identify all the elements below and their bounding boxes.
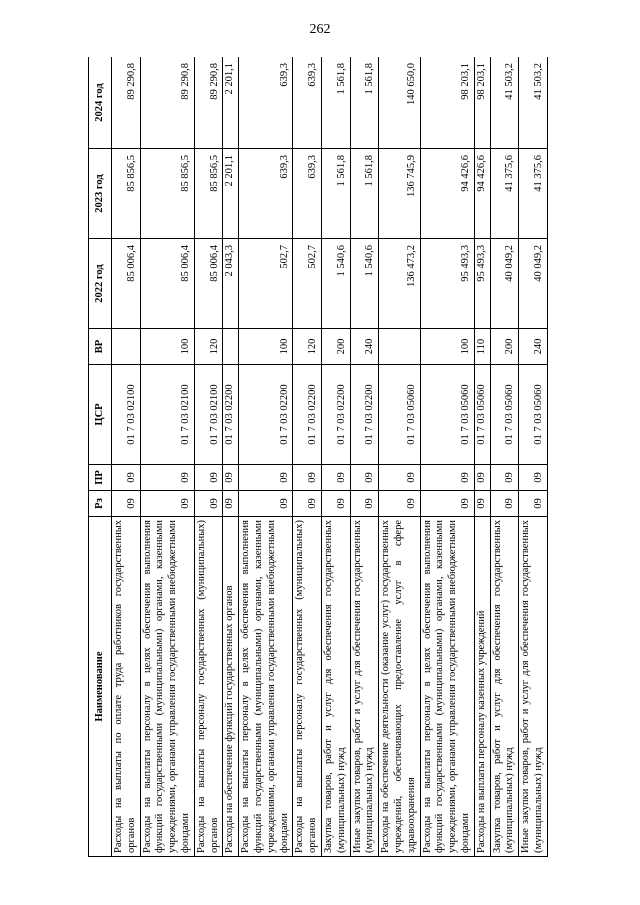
cell-vr: 100 — [420, 329, 474, 365]
cell-vr: 200 — [490, 329, 519, 365]
cell-csr: 01 7 03 05060 — [519, 365, 548, 465]
cell-2023: 639,3 — [293, 149, 322, 239]
cell-vr: 240 — [350, 329, 379, 365]
cell-2022: 95 493,3 — [474, 239, 490, 329]
cell-2023: 94 426,6 — [474, 149, 490, 239]
header-pr: ПР — [89, 465, 112, 491]
header-2024: 2024 год — [89, 57, 112, 149]
cell-name: Иные закупки товаров, работ и услуг для обеспечения государственных (муниципальных) нужд — [519, 517, 548, 857]
rotated-table-frame — [88, 57, 563, 857]
cell-name: Расходы на выплаты персоналу государственных (муниципальных) органов — [293, 517, 322, 857]
table-container — [88, 57, 563, 857]
cell-rz: 09 — [474, 491, 490, 517]
cell-csr: 01 7 03 02200 — [293, 365, 322, 465]
header-2022: 2022 год — [89, 239, 112, 329]
cell-name: Расходы на выплаты персоналу в целях обеспечения выполнения функций государственными (муниципальными) органами, казенными учреждениями, органами управления государственными внебюджетными фондами — [140, 517, 194, 857]
table-row — [350, 57, 379, 857]
cell-name: Расходы на выплаты персоналу казенных учреждений — [474, 517, 490, 857]
table-header-row — [89, 57, 112, 857]
table-row — [223, 57, 239, 857]
cell-pr: 09 — [239, 465, 293, 491]
cell-pr: 09 — [321, 465, 350, 491]
cell-rz: 09 — [239, 491, 293, 517]
cell-name: Расходы на выплаты по оплате труда работников государственных органов — [112, 517, 141, 857]
cell-2023: 136 745,9 — [379, 149, 420, 239]
cell-csr: 01 7 03 02100 — [140, 365, 194, 465]
cell-name: Расходы на выплаты персоналу в целях обеспечения выполнения функций государственными (муниципальными) органами, казенными учреждениями, органами управления государственными внебюджетными фондами — [239, 517, 293, 857]
cell-csr: 01 7 03 02100 — [112, 365, 141, 465]
table-row — [474, 57, 490, 857]
cell-pr: 09 — [420, 465, 474, 491]
cell-vr: 100 — [239, 329, 293, 365]
cell-2023: 85 856,5 — [112, 149, 141, 239]
cell-2023: 41 375,6 — [490, 149, 519, 239]
cell-vr: 100 — [140, 329, 194, 365]
cell-2022: 40 049,2 — [519, 239, 548, 329]
cell-rz: 09 — [519, 491, 548, 517]
cell-2023: 1 561,8 — [321, 149, 350, 239]
cell-2023: 1 561,8 — [350, 149, 379, 239]
cell-2023: 85 856,5 — [140, 149, 194, 239]
table-row — [420, 57, 474, 857]
cell-csr: 01 7 03 05060 — [490, 365, 519, 465]
cell-name: Расходы на обеспечение функций государственных органов — [223, 517, 239, 857]
cell-pr: 09 — [293, 465, 322, 491]
cell-rz: 09 — [112, 491, 141, 517]
cell-pr: 09 — [474, 465, 490, 491]
cell-2024: 1 561,8 — [350, 57, 379, 149]
table-row — [490, 57, 519, 857]
table-row — [293, 57, 322, 857]
cell-pr: 09 — [490, 465, 519, 491]
cell-2024: 98 203,1 — [474, 57, 490, 149]
cell-pr: 09 — [223, 465, 239, 491]
table-row — [112, 57, 141, 857]
cell-2024: 89 290,8 — [194, 57, 223, 149]
cell-vr: 120 — [194, 329, 223, 365]
cell-csr: 01 7 03 05060 — [420, 365, 474, 465]
cell-name: Расходы на выплаты персоналу государственных (муниципальных) органов — [194, 517, 223, 857]
cell-csr: 01 7 03 02200 — [321, 365, 350, 465]
cell-2022: 502,7 — [293, 239, 322, 329]
cell-rz: 09 — [293, 491, 322, 517]
cell-vr — [112, 329, 141, 365]
cell-csr: 01 7 03 02200 — [223, 365, 239, 465]
cell-2022: 2 043,3 — [223, 239, 239, 329]
cell-pr: 09 — [140, 465, 194, 491]
cell-2022: 95 493,3 — [420, 239, 474, 329]
cell-name: Закупка товаров, работ и услуг для обеспечения государственных (муниципальных) нужд — [321, 517, 350, 857]
cell-2022: 85 006,4 — [194, 239, 223, 329]
table-row — [321, 57, 350, 857]
table-row — [140, 57, 194, 857]
cell-rz: 09 — [140, 491, 194, 517]
cell-2024: 89 290,8 — [140, 57, 194, 149]
cell-vr: 110 — [474, 329, 490, 365]
cell-pr: 09 — [379, 465, 420, 491]
cell-2022: 40 049,2 — [490, 239, 519, 329]
page-number: 262 — [309, 22, 331, 37]
cell-2023: 639,3 — [239, 149, 293, 239]
cell-rz: 09 — [379, 491, 420, 517]
cell-rz: 09 — [420, 491, 474, 517]
table-body — [112, 57, 548, 857]
cell-2024: 41 503,2 — [490, 57, 519, 149]
cell-2022: 502,7 — [239, 239, 293, 329]
header-rz: Рз — [89, 491, 112, 517]
header-2023: 2023 год — [89, 149, 112, 239]
cell-2023: 94 426,6 — [420, 149, 474, 239]
cell-rz: 09 — [490, 491, 519, 517]
cell-2023: 2 201,1 — [223, 149, 239, 239]
cell-csr: 01 7 03 05060 — [474, 365, 490, 465]
cell-rz: 09 — [350, 491, 379, 517]
cell-2024: 98 203,1 — [420, 57, 474, 149]
cell-vr — [379, 329, 420, 365]
cell-vr: 240 — [519, 329, 548, 365]
cell-2024: 639,3 — [293, 57, 322, 149]
cell-name: Иные закупки товаров, работ и услуг для обеспечения государственных (муниципальных) нужд — [350, 517, 379, 857]
cell-2022: 136 473,2 — [379, 239, 420, 329]
cell-2022: 85 006,4 — [112, 239, 141, 329]
cell-rz: 09 — [321, 491, 350, 517]
table-row — [239, 57, 293, 857]
cell-2022: 1 540,6 — [350, 239, 379, 329]
cell-name: Расходы на обеспечение деятельности (оказание услуг) государственных учреждений, обеспечивающих предоставление услуг в сфере здравоохранения — [379, 517, 420, 857]
cell-csr: 01 7 03 02100 — [194, 365, 223, 465]
cell-vr: 120 — [293, 329, 322, 365]
cell-2022: 85 006,4 — [140, 239, 194, 329]
cell-pr: 09 — [519, 465, 548, 491]
cell-csr: 01 7 03 05060 — [379, 365, 420, 465]
header-name: Наименование — [89, 517, 112, 857]
cell-vr — [223, 329, 239, 365]
cell-rz: 09 — [223, 491, 239, 517]
cell-2024: 639,3 — [239, 57, 293, 149]
cell-2023: 85 856,5 — [194, 149, 223, 239]
table-row — [379, 57, 420, 857]
cell-2024: 2 201,1 — [223, 57, 239, 149]
cell-2024: 1 561,8 — [321, 57, 350, 149]
cell-2024: 41 503,2 — [519, 57, 548, 149]
cell-pr: 09 — [350, 465, 379, 491]
table-row — [519, 57, 548, 857]
cell-2022: 1 540,6 — [321, 239, 350, 329]
cell-name: Расходы на выплаты персоналу в целях обеспечения выполнения функций государственными (муниципальными) органами, казенными учреждениями, органами управления государственными внебюджетными фондами — [420, 517, 474, 857]
cell-2024: 140 650,0 — [379, 57, 420, 149]
header-vr: ВР — [89, 329, 112, 365]
cell-pr: 09 — [112, 465, 141, 491]
cell-2023: 41 375,6 — [519, 149, 548, 239]
budget-table — [88, 57, 548, 857]
table-row — [194, 57, 223, 857]
cell-2024: 89 290,8 — [112, 57, 141, 149]
cell-rz: 09 — [194, 491, 223, 517]
cell-pr: 09 — [194, 465, 223, 491]
cell-csr: 01 7 03 02200 — [350, 365, 379, 465]
header-csr: ЦСР — [89, 365, 112, 465]
cell-csr: 01 7 03 02200 — [239, 365, 293, 465]
cell-vr: 200 — [321, 329, 350, 365]
cell-name: Закупка товаров, работ и услуг для обеспечения государственных (муниципальных) нужд — [490, 517, 519, 857]
